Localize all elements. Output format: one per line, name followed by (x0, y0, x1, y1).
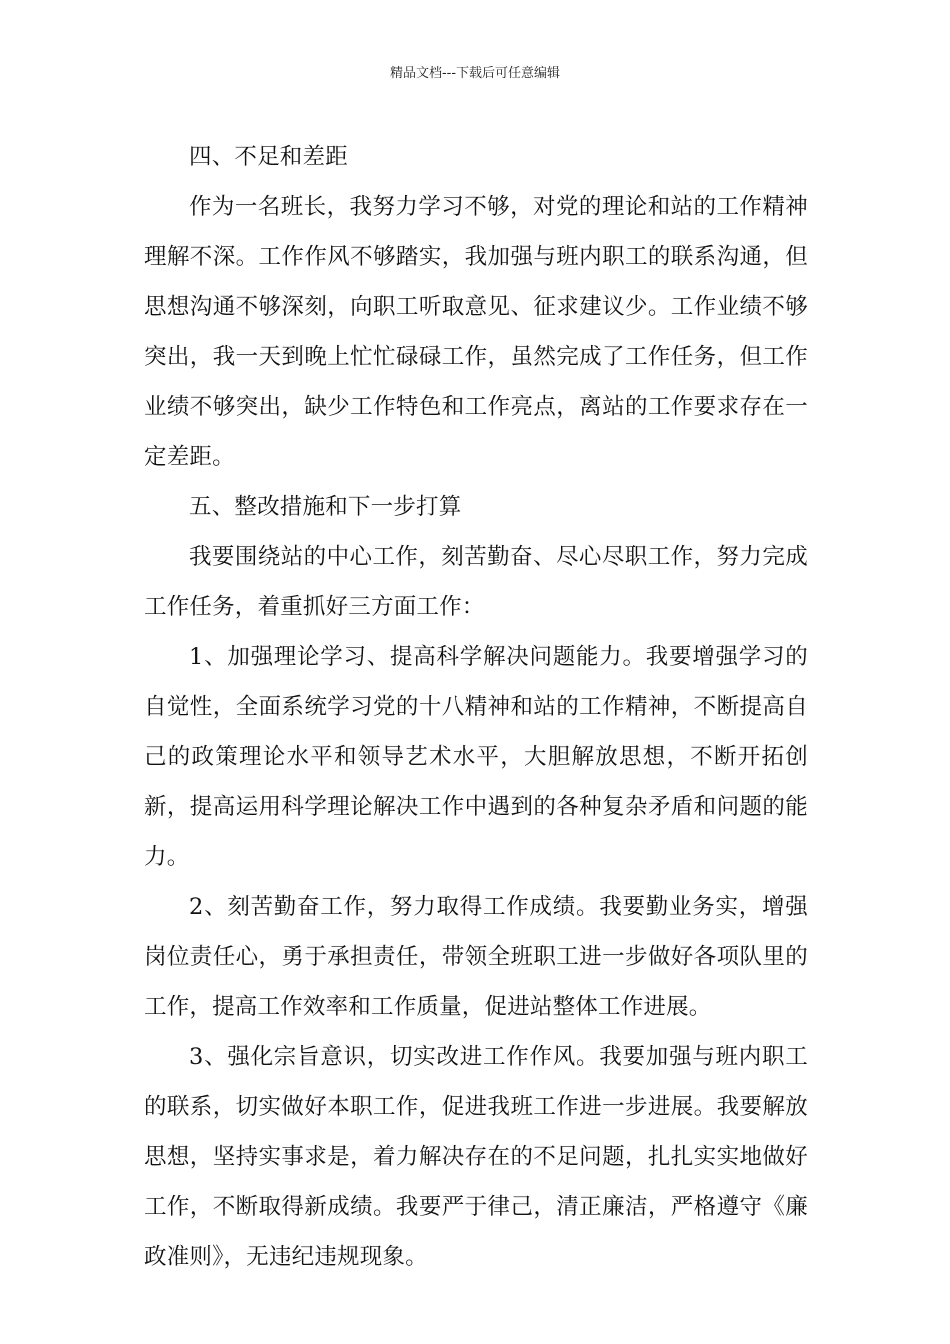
paragraph-item-1: 1、加强理论学习、提高科学解决问题能力。我要增强学习的自觉性，全面系统学习党的十八精神和站的工作精神，不断提高自己的政策理论水平和领导艺术水平，大胆解放思想，不断开拓创新，提高运用科学理论解决工作中遇到的各种复杂矛盾和问题的能力。 (144, 644, 808, 870)
section-heading-rectification: 五、整改措施和下一步打算 (189, 494, 462, 520)
paragraph-item-3: 3、强化宗旨意识，切实改进工作作风。我要加强与班内职工的联系，切实做好本职工作，促进我班工作进一步进展。我要解放思想，坚持实事求是，着力解决存在的不足问题，扎扎实实地做好工作，不断取得新成绩。我要严于律己，清正廉洁，严格遵守《廉政准则》，无违纪违规现象。 (144, 1044, 808, 1270)
section-heading-shortcomings: 四、不足和差距 (189, 144, 348, 170)
paragraph-item-2: 2、刻苦勤奋工作，努力取得工作成绩。我要勤业务实，增强岗位责任心，勇于承担责任，带领全班职工进一步做好各项队里的工作，提高工作效率和工作质量，促进站整体工作进展。 (144, 894, 808, 1020)
paragraph-shortcomings: 作为一名班长，我努力学习不够，对党的理论和站的工作精神理解不深。工作作风不够踏实，我加强与班内职工的联系沟通，但思想沟通不够深刻，向职工听取意见、征求建议少。工作业绩不够突出，我一天到晚上忙忙碌碌工作，虽然完成了工作任务，但工作业绩不够突出，缺少工作特色和工作亮点，离站的工作要求存在一定差距。 (144, 194, 808, 470)
document-body (144, 132, 808, 1282)
page-header: 精品文档---下载后可任意编辑 (389, 66, 561, 81)
paragraph-rectification-intro: 我要围绕站的中心工作，刻苦勤奋、尽心尽职工作，努力完成工作任务，着重抓好三方面工作： (144, 544, 808, 620)
